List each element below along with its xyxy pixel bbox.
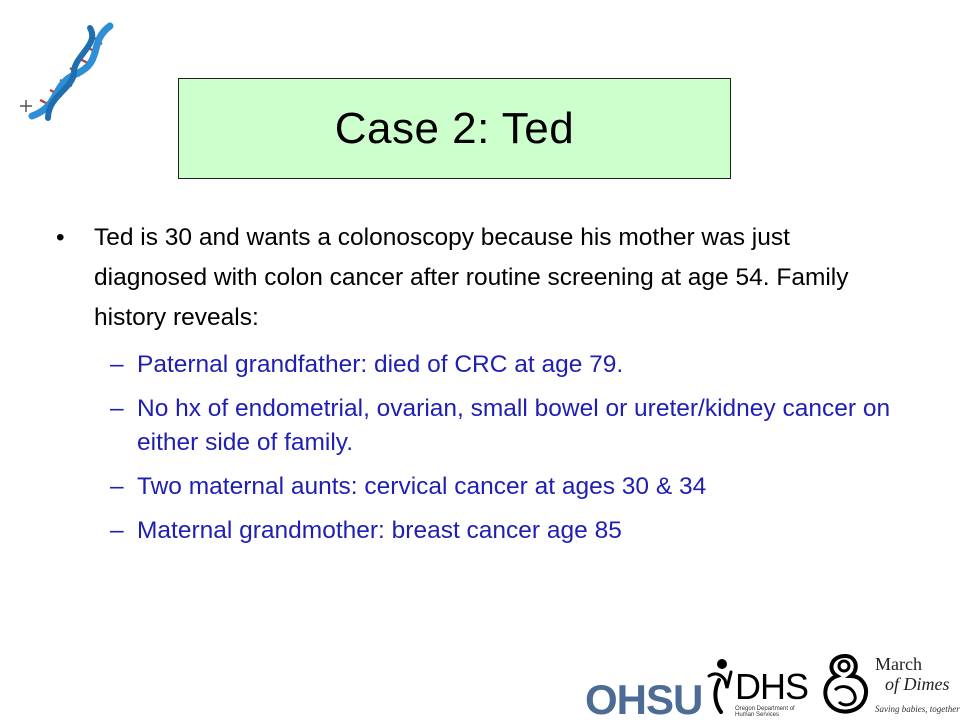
- sub-list: [56, 348, 906, 548]
- march-of-dimes-line1: March: [875, 654, 922, 674]
- sub-item: [110, 392, 906, 460]
- sub-item: [110, 470, 906, 504]
- bullet-marker: •: [56, 224, 65, 251]
- dash-marker: –: [110, 517, 124, 544]
- sub-item: [110, 514, 906, 548]
- sub-item-text: Maternal grandmother: breast cancer age 85: [137, 517, 622, 544]
- dash-marker: –: [110, 473, 124, 500]
- ohsu-logo: OHSU: [585, 676, 703, 723]
- march-of-dimes-line2: of Dimes: [885, 674, 950, 694]
- march-of-dimes-tagline: Saving babies, together: [875, 704, 960, 714]
- logo-strip: [585, 650, 960, 723]
- march-of-dimes-mark-icon: [817, 650, 873, 720]
- dhs-logo: DHS: [735, 666, 809, 707]
- sub-item-text: Two maternal aunts: cervical cancer at ages 30 & 34: [137, 473, 707, 500]
- title-box: [178, 78, 731, 179]
- dash-marker: –: [110, 395, 124, 422]
- sub-item-text: Paternal grandfather: died of CRC at age 79.: [137, 351, 624, 378]
- sub-item-text: No hx of endometrial, ovarian, small bowel or ureter/kidney cancer on either side of family.: [137, 395, 891, 456]
- main-bullet-text: Ted is 30 and wants a colonoscopy because his mother was just diagnosed with colon cancer after routine screening at age 54. Family history reveals:: [94, 224, 849, 331]
- dhs-subtitle: Oregon Department of Human Services: [735, 706, 795, 718]
- main-bullet: [56, 218, 906, 338]
- dash-marker: –: [110, 351, 124, 378]
- dna-helix-icon: [18, 22, 118, 126]
- sub-item: [110, 348, 906, 382]
- dhs-figure-icon: [705, 658, 735, 714]
- slide-title: Case 2: Ted: [334, 103, 575, 153]
- slide-body: [56, 218, 906, 558]
